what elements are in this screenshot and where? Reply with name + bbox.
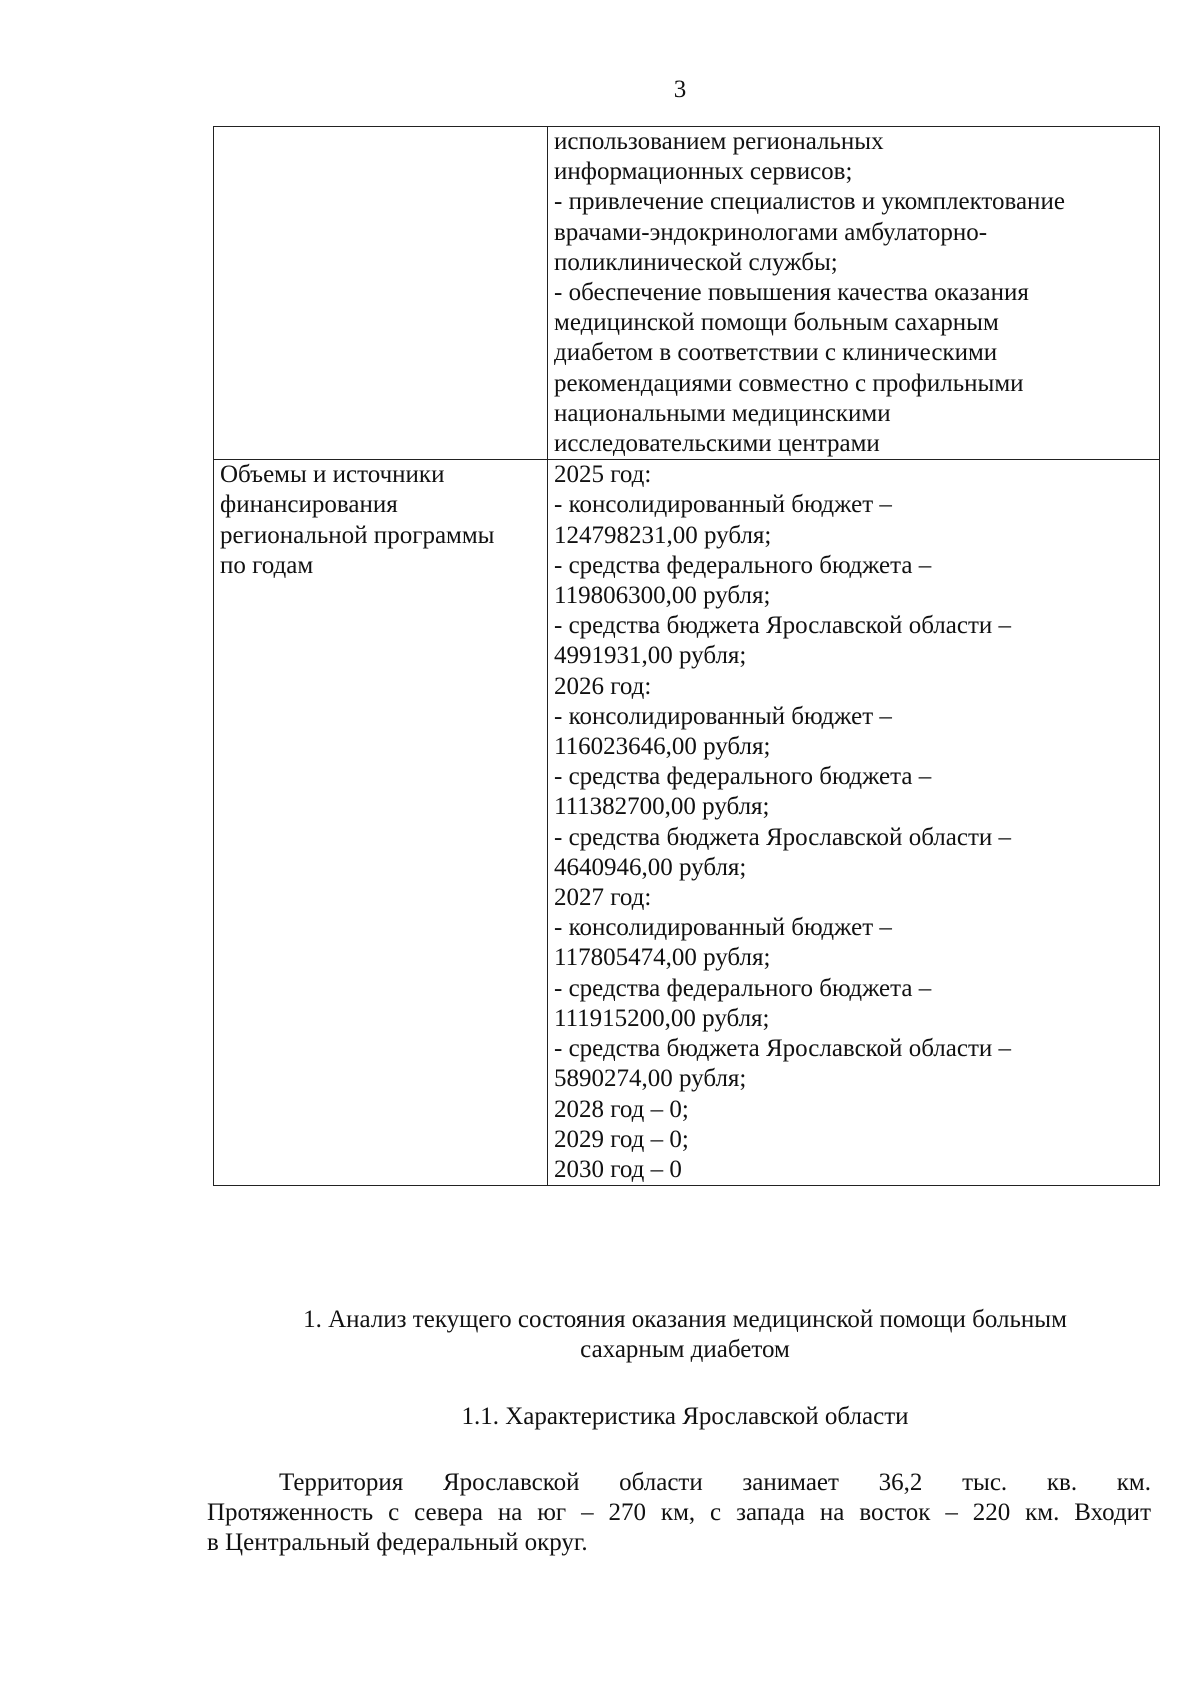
- content-line: 2029 год – 0;: [554, 1125, 689, 1153]
- section-heading-line: сахарным диабетом: [580, 1336, 790, 1364]
- content-line: диабетом в соответствии с клиническими: [554, 339, 998, 367]
- content-line: 2027 год:: [554, 884, 652, 912]
- content-line: 2028 год – 0;: [554, 1095, 689, 1123]
- program-passport-table: [213, 126, 1160, 1186]
- content-line: 111915200,00 рубля;: [554, 1004, 770, 1032]
- subsection-heading: 1.1. Характеристика Ярославской области: [461, 1403, 909, 1430]
- content-line: медицинской помощи больным сахарным: [554, 309, 999, 337]
- content-line: - обеспечение повышения качества оказания: [554, 279, 1029, 307]
- table-row: [214, 127, 1160, 460]
- paragraph-line: в Центральный федеральный округ.: [207, 1529, 588, 1557]
- label-line: по годам: [220, 551, 314, 579]
- content-line: 117805474,00 рубля;: [554, 944, 771, 972]
- content-line: - консолидированный бюджет –: [554, 914, 892, 942]
- content-line: - средства федерального бюджета –: [554, 763, 932, 791]
- content-line: 116023646,00 рубля;: [554, 733, 771, 761]
- body-paragraph: [207, 1468, 1151, 1559]
- content-line: 5890274,00 рубля;: [554, 1065, 747, 1093]
- content-line: 2025 год:: [554, 461, 652, 489]
- content-line: 4640946,00 рубля;: [554, 853, 747, 881]
- row-content-cell: [548, 127, 1160, 460]
- label-line: Объемы и источники: [220, 461, 445, 489]
- content-line: - средства бюджета Ярославской области –: [554, 823, 1012, 851]
- table-row: [214, 460, 1160, 1186]
- row-content-cell: [548, 460, 1160, 1186]
- content-line: рекомендациями совместно с профильными: [554, 369, 1024, 397]
- row-label-cell: [214, 460, 548, 1186]
- content-line: - привлечение специалистов и укомплектование: [554, 188, 1065, 216]
- content-line: 119806300,00 рубля;: [554, 582, 771, 610]
- content-line: 111382700,00 рубля;: [554, 793, 770, 821]
- content-line: 2030 год – 0: [554, 1155, 682, 1183]
- content-line: - консолидированный бюджет –: [554, 491, 892, 519]
- label-line: региональной программы: [220, 521, 495, 549]
- content-line: 2026 год:: [554, 672, 652, 700]
- content-line: поликлинической службы;: [554, 248, 838, 276]
- content-line: 4991931,00 рубля;: [554, 642, 747, 670]
- label-line: финансирования: [220, 491, 398, 519]
- content-line: - средства бюджета Ярославской области –: [554, 612, 1012, 640]
- content-line: исследовательскими центрами: [554, 430, 880, 458]
- paragraph-line: Территория Ярославской области занимает 36,2 тыс. кв. км.: [279, 1469, 1151, 1496]
- paragraph-line: Протяженность с севера на юг – 270 км, с запада на восток – 220 км. Входит: [207, 1499, 1151, 1527]
- content-line: врачами-эндокринологами амбулаторно-: [554, 218, 988, 246]
- row-label-cell: [214, 127, 548, 460]
- content-line: 124798231,00 рубля;: [554, 521, 772, 549]
- page-number: 3: [673, 76, 687, 103]
- content-line: использованием региональных: [554, 128, 884, 155]
- section-heading: [190, 1305, 1180, 1365]
- content-line: информационных сервисов;: [554, 158, 853, 186]
- content-line: - консолидированный бюджет –: [554, 702, 892, 730]
- content-line: - средства бюджета Ярославской области –: [554, 1035, 1012, 1063]
- content-line: национальными медицинскими: [554, 399, 891, 427]
- section-heading-line: 1. Анализ текущего состояния оказания медицинской помощи больным: [303, 1306, 1067, 1333]
- content-line: - средства федерального бюджета –: [554, 974, 932, 1002]
- content-line: - средства федерального бюджета –: [554, 551, 932, 579]
